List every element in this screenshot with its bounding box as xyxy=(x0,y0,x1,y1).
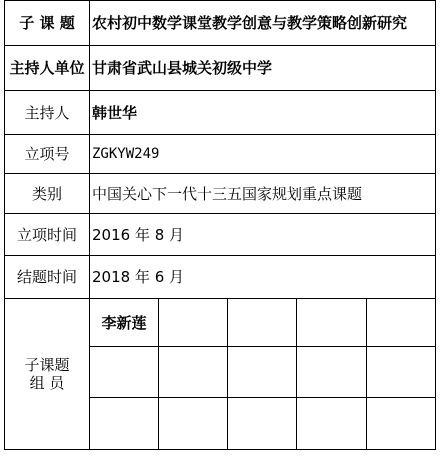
label-members xyxy=(5,299,89,449)
value-subproject: 农村初中数学课堂教学创意与教学策略创新研究 xyxy=(92,14,408,32)
value-end-date: 2018 年 6 月 xyxy=(92,268,185,286)
row-divider xyxy=(4,449,436,450)
member-cell: 李新莲 xyxy=(101,314,147,332)
member-cell xyxy=(367,347,435,397)
label-end-date: 结题时间 xyxy=(16,268,77,286)
label-host: 主持人 xyxy=(24,103,70,122)
member-cell xyxy=(90,398,158,449)
value-project-number: ZGKYW249 xyxy=(92,146,160,162)
member-cell xyxy=(297,398,366,449)
value-host: 韩世华 xyxy=(92,103,138,122)
value-category: 中国关心下一代十三五国家规划重点课题 xyxy=(92,184,363,203)
member-cell xyxy=(297,347,366,397)
member-cell xyxy=(159,398,227,449)
label-subproject: 子 课 题 xyxy=(19,14,75,32)
member-cell xyxy=(297,299,366,346)
member-cell xyxy=(367,299,435,346)
label-members-line2: 组 员 xyxy=(29,374,65,392)
value-start-date: 2016 年 8 月 xyxy=(92,225,185,244)
member-cell xyxy=(159,347,227,397)
member-cell xyxy=(228,299,296,346)
value-host-unit: 甘肃省武山县城关初级中学 xyxy=(92,59,273,77)
label-category: 类别 xyxy=(31,184,62,203)
label-start-date: 立项时间 xyxy=(16,225,77,244)
member-cell xyxy=(90,347,158,397)
member-cell xyxy=(367,398,435,449)
member-cell xyxy=(228,347,296,397)
label-host-unit: 主持人单位 xyxy=(9,59,85,77)
column-divider xyxy=(435,0,436,450)
member-cell xyxy=(228,398,296,449)
label-members-line1: 子课题 xyxy=(24,356,70,374)
member-cell xyxy=(159,299,227,346)
label-project-number: 立项号 xyxy=(24,145,70,163)
